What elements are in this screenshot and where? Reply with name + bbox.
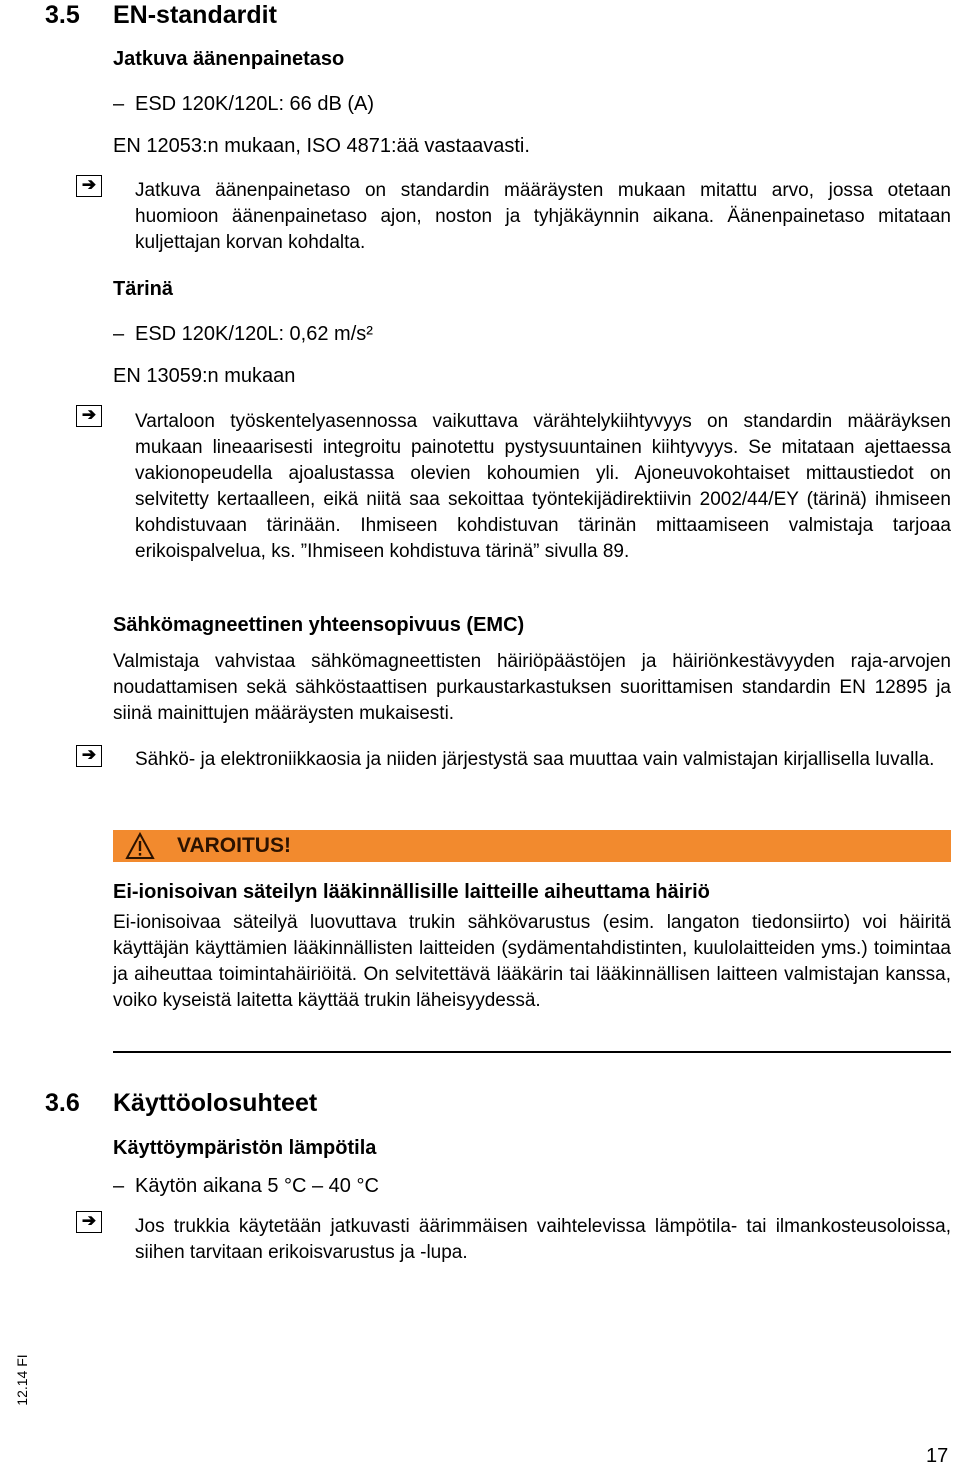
emc-heading: Sähkömagneettinen yhteensopivuus (EMC) bbox=[113, 614, 525, 636]
dash-mark: – bbox=[113, 323, 125, 345]
page-number: 17 bbox=[926, 1445, 949, 1467]
warning-heading: Ei-ionisoivan säteilyn lääkinnällisille laitteille aiheuttama häiriö bbox=[113, 881, 710, 903]
arrow-right-icon: ➔ bbox=[76, 175, 102, 197]
dash-mark: – bbox=[113, 93, 125, 115]
vibration-note: Vartaloon työskentelyasennossa vaikuttava värähtelykiihtyvyys on standardin määräyksen mukaan lineaarisesti integroitu painotettu pystysuuntainen kiihtyvyys. Se mitataan ajettaessa vakionopeudella ajoalustassa olevien kohoumien yli. Ajoneuvokohtaiset mittaustiedot on selvitetty kertaalleen, eikä niitä saa sekoittaa työntekijädirektiivin 2002/44/EY (tärinä) ihmiseen kohdistuvaan tärinään. Ihmiseen kohdistuvan tärinän mittaamiseen valmistaja tarjoaa erikoispalvelua, ks. ”Ihmiseen kohdistuva tärinä” sivulla 89. bbox=[135, 411, 951, 562]
noise-heading: Jatkuva äänenpainetaso bbox=[113, 48, 345, 70]
temperature-bullet-text: Käytön aikana 5 °C – 40 °C bbox=[135, 1175, 379, 1197]
dash-mark: – bbox=[113, 1175, 125, 1197]
noise-bullet bbox=[113, 92, 374, 116]
warning-triangle-icon bbox=[125, 832, 155, 860]
edition-label: 12.14 FI bbox=[14, 1354, 30, 1406]
section-number: 3.6 bbox=[45, 1089, 80, 1117]
section-number: 3.5 bbox=[45, 1, 80, 29]
noise-bullet-text: ESD 120K/120L: 66 dB (A) bbox=[135, 93, 375, 115]
section-title: Käyttöolosuhteet bbox=[113, 1089, 318, 1117]
section-heading-3-5 bbox=[45, 0, 277, 30]
warning-text: Ei-ionisoivaa säteilyä luovuttava trukin sähkövarustus (esim. langaton tiedonsiirto) voi häiritä käyttäjän käyttämien lääkinnällisten laitteiden (sydämentahdistinten, kuulolaitteiden yms.) toimintaa ja aiheuttaa toimintahäiriöitä. On selvitettävä lääkärin tai lääkinnällisen laitteen valmistajan kanssa, voiko kyseistä laitetta käyttää trukin läheisyydessä. bbox=[113, 912, 951, 1011]
noise-note: Jatkuva äänenpainetaso on standardin määräysten mukaan mitattu arvo, jossa otetaan huomioon äänenpainetaso ajon, noston ja tyhjäkäynnin aikana. Äänenpainetaso mitataan kuljettajan korvan kohdalta. bbox=[135, 180, 951, 253]
warning-label: VAROITUS! bbox=[177, 834, 291, 857]
emc-note: Sähkö- ja elektroniikkaosia ja niiden järjestystä saa muuttaa vain valmistajan kirjallisella luvalla. bbox=[135, 749, 935, 770]
noise-standard: EN 12053:n mukaan, ISO 4871:ää vastaavasti. bbox=[113, 135, 530, 157]
vibration-bullet-text: ESD 120K/120L: 0,62 m/s² bbox=[135, 323, 373, 345]
section-title: EN-standardit bbox=[113, 1, 277, 29]
arrow-right-icon: ➔ bbox=[76, 1211, 102, 1233]
temperature-heading: Käyttöympäristön lämpötila bbox=[113, 1137, 377, 1159]
temperature-bullet bbox=[113, 1174, 379, 1198]
section-heading-3-6 bbox=[45, 1088, 317, 1118]
warning-banner bbox=[113, 830, 951, 862]
vibration-bullet bbox=[113, 322, 373, 346]
temperature-note: Jos trukkia käytetään jatkuvasti äärimmäisen vaihtelevissa lämpötila- tai ilmankosteusoloissa, siihen tarvitaan erikoisvarustus ja -lupa. bbox=[135, 1216, 951, 1263]
vibration-heading: Tärinä bbox=[113, 278, 174, 300]
emc-text: Valmistaja vahvistaa sähkömagneettisten häiriöpäästöjen ja häiriönkestävyyden raja-arvojen noudattamisen sekä sähköstaattisen purkaustarkastuksen suorittamisen standardin EN 12895 ja siinä mainittujen määräysten mukaisesti. bbox=[113, 651, 951, 724]
vibration-standard: EN 13059:n mukaan bbox=[113, 365, 296, 387]
arrow-right-icon: ➔ bbox=[76, 405, 102, 427]
warning-end-rule bbox=[113, 1051, 951, 1053]
arrow-right-icon: ➔ bbox=[76, 745, 102, 767]
